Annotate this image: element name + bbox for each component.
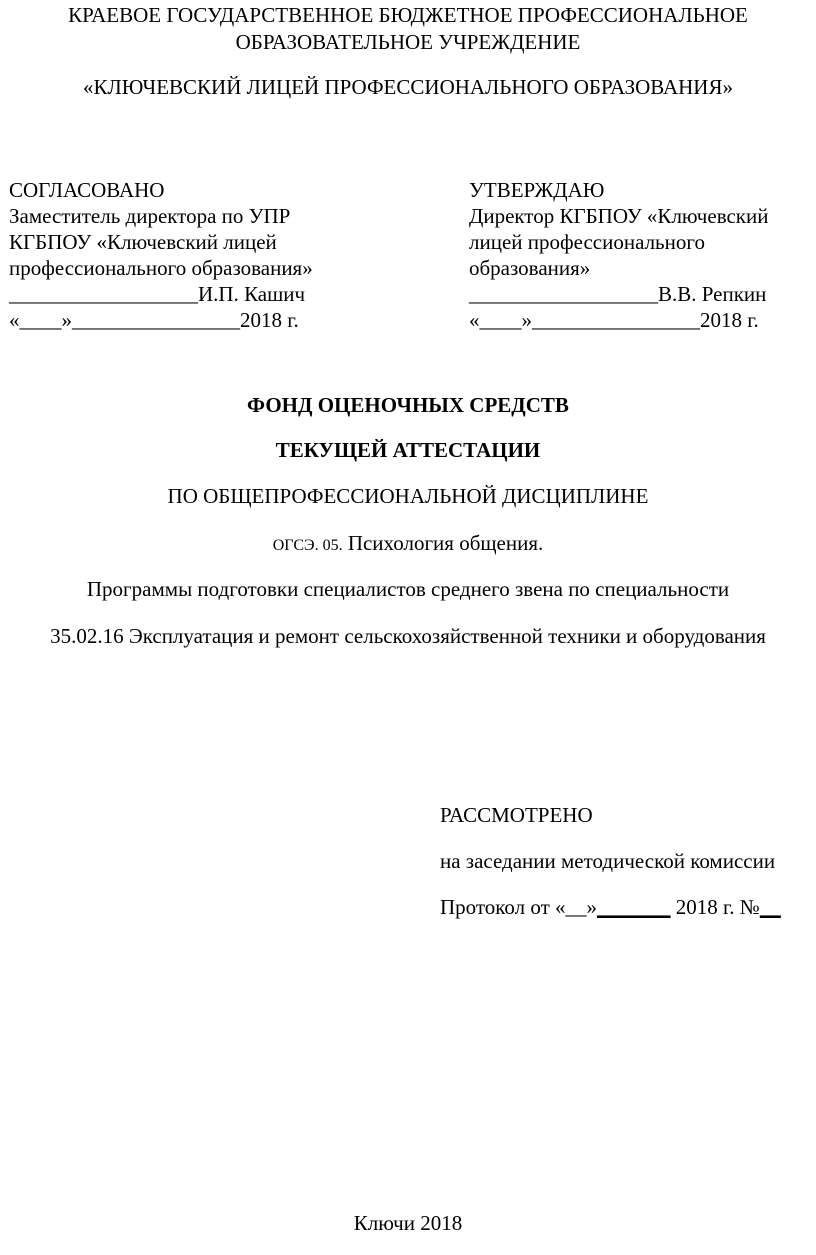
approval-right-date: «____»________________2018 г. [469,308,759,332]
org-header-line2: ОБРАЗОВАТЕЛЬНОЕ УЧРЕЖДЕНИЕ [235,30,581,54]
approval-right-line3: образования» [469,256,591,280]
org-header-line1: КРАЕВОЕ ГОСУДАРСТВЕННОЕ БЮДЖЕТНОЕ ПРОФЕССИОНАЛЬНОЕ [68,3,748,27]
protocol-number-blank: __ [759,895,781,919]
discipline-name: Психология общения. [347,531,544,555]
approval-left-line3: профессионального образования» [9,256,313,280]
approval-right-signature: __________________В.В. Репкин [469,282,767,306]
reviewed-protocol [440,894,781,920]
approval-left-title: СОГЛАСОВАНО [9,178,165,202]
approval-left-date: «____»________________2018 г. [9,308,299,332]
reviewed-commission: на заседании методической комиссии [440,849,776,873]
document-title-line1: ФОНД ОЦЕНОЧНЫХ СРЕДСТВ [247,393,569,417]
org-header-line3: «КЛЮЧЕВСКИЙ ЛИЦЕЙ ПРОФЕССИОНАЛЬНОГО ОБРАЗОВАНИЯ» [83,75,733,99]
specialty-line: 35.02.16 Эксплуатация и ремонт сельскохозяйственной техники и оборудования [50,624,766,648]
program-line: Программы подготовки специалистов среднего звена по специальности [86,577,730,601]
discipline-line [0,530,816,559]
discipline-type: ПО ОБЩЕПРОФЕССИОНАЛЬНОЙ ДИСЦИПЛИНЕ [167,484,649,508]
approval-right-line1: Директор КГБПОУ «Ключевский [469,204,769,228]
approval-left-line2: КГБПОУ «Ключевский лицей [9,230,277,254]
approval-left-block [9,177,313,333]
approval-right-block [469,177,769,333]
discipline-code: ОГСЭ. 05. [272,537,343,554]
document-title-line2: ТЕКУЩЕЙ АТТЕСТАЦИИ [275,438,541,462]
protocol-date-blank: _______ [597,895,671,919]
reviewed-title: РАССМОТРЕНО [440,803,593,827]
protocol-prefix: Протокол от «__» [440,895,598,919]
protocol-year: 2018 г. № [670,895,760,919]
approval-left-line1: Заместитель директора по УПР [9,204,291,228]
approval-left-signature: __________________И.П. Кашич [9,282,306,306]
approval-right-line2: лицей профессионального [469,230,705,254]
approval-right-title: УТВЕРЖДАЮ [469,178,605,202]
footer-place-year: Ключи 2018 [353,1211,463,1235]
